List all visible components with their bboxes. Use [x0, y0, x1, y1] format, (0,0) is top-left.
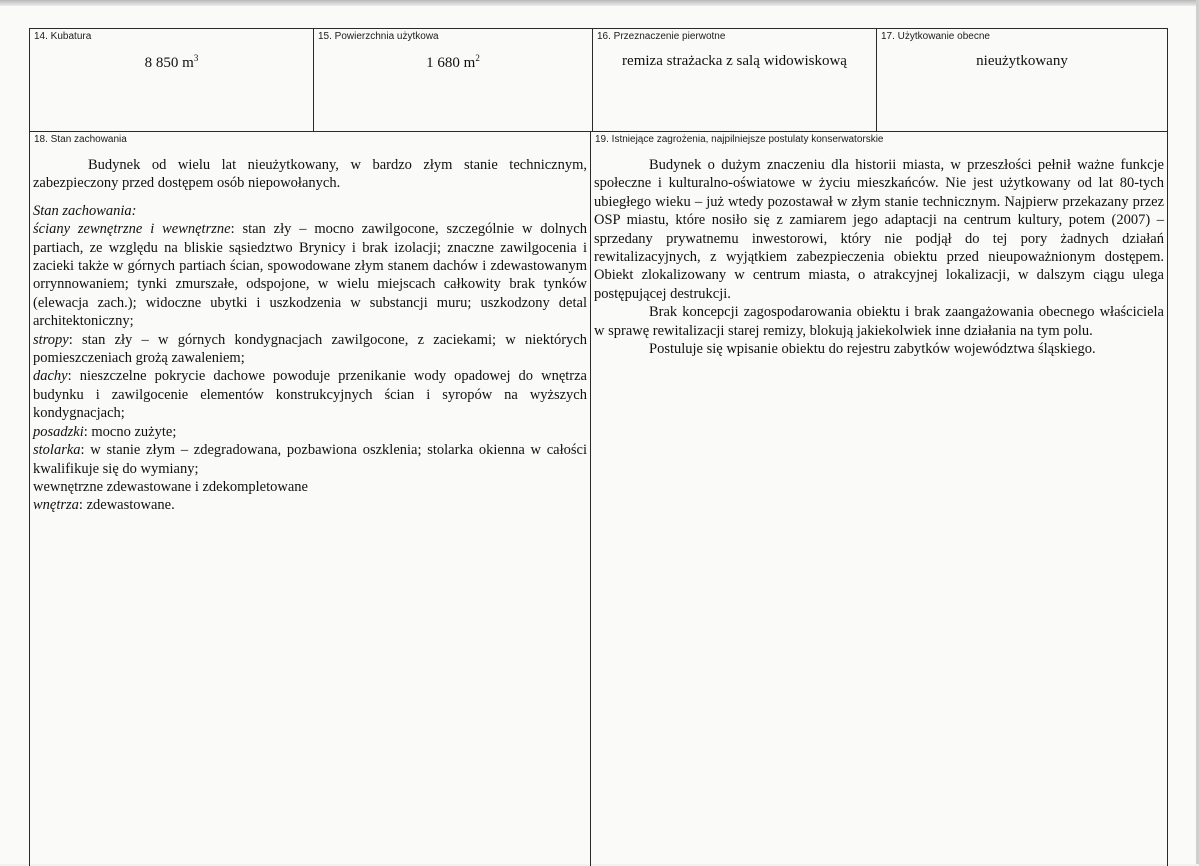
section-heading: Stan zachowania:	[33, 202, 137, 219]
field-value: 8 850 $m^3$	[144, 53, 199, 71]
field-powierzchnia	[314, 29, 593, 131]
condition-item: wnętrza: zdewastowane.	[33, 497, 175, 514]
field-value: 1 680 $m^2$	[426, 53, 480, 71]
field-label: 18. Stan zachowania	[34, 134, 127, 145]
field-value: nieużytkowany	[976, 53, 1068, 69]
field-przeznaczenie	[593, 29, 877, 131]
field-label: 17. Użytkowanie obecne	[881, 31, 990, 42]
field-label: 15. Powierzchnia użytkowa	[318, 31, 439, 42]
field-zagrozenia	[591, 132, 1167, 866]
condition-item: dachy: nieszczelne pokrycie dachowe powoduje przenikanie wody opadowej do wnętrza budynku i zawilgocenie elementów konstrukcyjnych ścian i syropów na wyższych kondygnacjach;	[33, 368, 587, 422]
body-paragraph: Budynek o dużym znaczeniu dla historii miasta, w przeszłości pełnił ważne funkcje społeczne i kulturalno-oświatowe w życiu mieszkańców. Nie jest użytkowany od lat 80-tych ubiegłego wieku – już wtedy pozostawał w złym stanie technicznym. Najpierw przekazany przez OSP miastu, które nosiło się z zamiarem jego adaptacji na centrum kultury, potem (2007) – sprzedany prywatnemu inwestorowi, który nie podjął do tej pory żadnych działań rewitalizacyjnych, z wyjątkiem zabezpieczenia obiektu przed nieupoważnionym dostępem. Obiekt zlokalizowany w centrum miasta, o atrakcyjnej lokalizacji, w dalszym ciągu ulega postępującej destrukcji.	[594, 157, 1164, 302]
unit-superscript: 3	[193, 53, 199, 63]
condition-item: ściany zewnętrzne i wewnętrzne: stan zły – mocno zawilgocone, szczególnie w dolnych partiach, ze względu na bliskie sąsiedztwo Brynicy i brak izolacji; znaczne zawilgocenia i zacieki także w górnych partiach ścian, spowodowane złym stanem dachów i zdewastowanym orrynnowaniem; tynki zmurszałe, odspojone, w wielu miejscach całkowity brak tynków (elewacja zach.); widoczne ubytki i uszkodzenia w substancji muru; uszkodzony detal architektoniczny;	[33, 221, 587, 330]
unit-superscript: 2	[475, 53, 480, 63]
field-value: remiza strażacka z salą widowiskową	[622, 53, 847, 69]
field-label: 14. Kubatura	[34, 31, 92, 42]
form-row-top	[30, 29, 1167, 132]
form-row-bottom	[30, 132, 1167, 866]
intro-paragraph: Budynek od wielu lat nieużytkowany, w bardzo złym stanie technicznym, zabezpieczony przed dostępem osób niepowołanych.	[33, 157, 587, 192]
body-paragraph: Brak koncepcji zagospodarowania obiektu i brak zaangażowania obecnego właściciela w sprawę rewitalizacji starej remizy, blokują jakiekolwiek inne działania na tym polu.	[594, 304, 1164, 339]
condition-item: stolarka: w stanie złym – zdegradowana, pozbawiona oszklenia; stolarka okienna w całości kwalifikuje się do wymiany;	[33, 442, 587, 477]
field-kubatura	[30, 29, 314, 131]
field-label: 19. Istniejące zagrożenia, najpilniejsze postulaty konserwatorskie	[595, 134, 884, 145]
field-uzytkowanie	[877, 29, 1167, 131]
field-label: 16. Przeznaczenie pierwotne	[597, 31, 726, 42]
form-table	[29, 28, 1168, 866]
condition-item: stropy: stan zły – w górnych kondygnacjach zawilgocone, z zaciekami; w niektórych pomieszczeniach grożą zawaleniem;	[33, 331, 587, 367]
field-body	[594, 156, 1164, 358]
field-stan-zachowania	[30, 132, 591, 866]
field-body	[33, 156, 587, 515]
body-paragraph: Postuluje się wpisanie obiektu do rejestru zabytków województwa śląskiego.	[649, 341, 1096, 358]
scan-top-edge	[0, 0, 1199, 6]
condition-note: wewnętrzne zdewastowane i zdekompletowane	[33, 478, 308, 495]
condition-item: posadzki: mocno zużyte;	[33, 423, 177, 440]
